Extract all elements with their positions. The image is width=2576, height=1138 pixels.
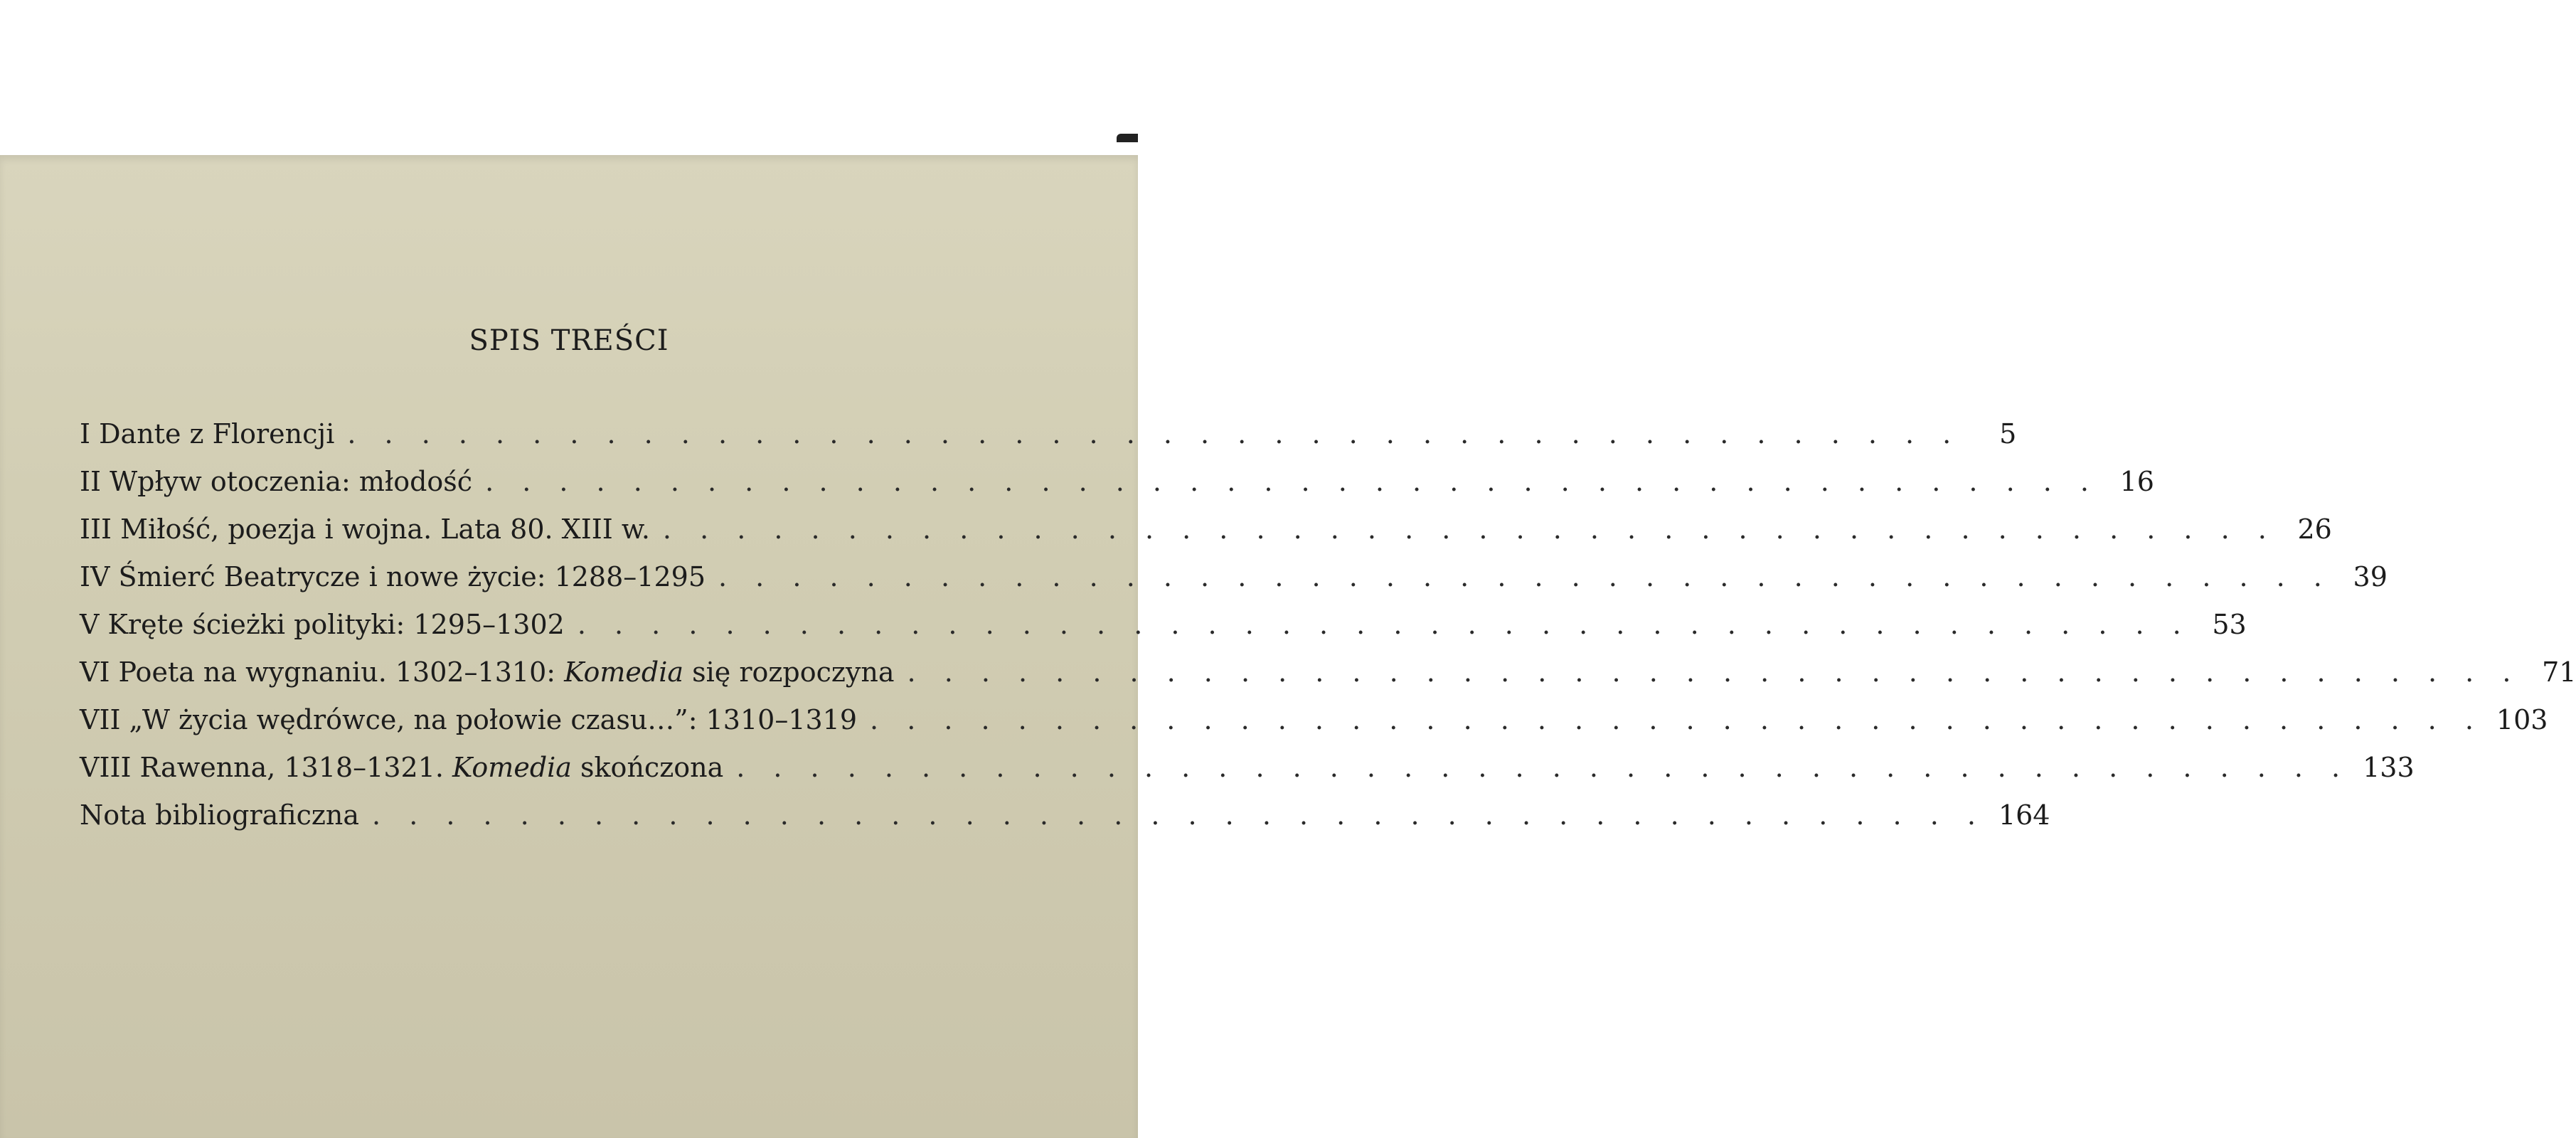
toc-page-number: 53 — [2212, 609, 2247, 640]
toc-leader-dots: . . . . . . . . . . . . . . . . . . . . . . . . . . . . . . . . . . . . . . . . . . . . — [347, 418, 1962, 450]
toc-entry — [80, 704, 2548, 752]
toc-entry — [80, 514, 2332, 561]
toc-entry — [80, 799, 2050, 847]
toc-leader-dots: . . . . . . . . . . . . . . . . . . . . . . . . . . . . . . . . . . . . . . . . . . . . — [736, 752, 2351, 783]
toc-leader-dots: . . . . . . . . . . . . . . . . . . . . . . . . . . . . . . . . . . . . . . . . . . . . — [485, 466, 2099, 497]
toc-leader-dots: . . . . . . . . . . . . . . . . . . . . . . . . . . . . . . . . . . . . . . . . . . . . — [372, 799, 1986, 831]
toc-page-number: 16 — [2119, 466, 2154, 497]
toc-leader-dots: . . . . . . . . . . . . . . . . . . . . . . . . . . . . . . . . . . . . . . . . . . . . — [718, 561, 2332, 592]
toc-page-number: 133 — [2363, 752, 2415, 783]
toc-leader-dots: . . . . . . . . . . . . . . . . . . . . . . . . . . . . . . . . . . . . . . . . . . . . — [870, 704, 2484, 735]
toc-entry — [80, 561, 2388, 609]
toc-entry-title: VI Poeta na wygnaniu. 1302–1310: Komedia się rozpoczyna — [80, 656, 895, 688]
toc-entry-title: Nota bibliograficzna — [80, 799, 360, 831]
toc-page-number: 103 — [2496, 704, 2548, 735]
toc-entry-title: IV Śmierć Beatrycze i nowe życie: 1288–1295 — [80, 561, 706, 592]
table-of-contents — [80, 418, 2576, 847]
toc-entry — [80, 466, 2154, 514]
toc-entry-title: V Kręte ścieżki polityki: 1295–1302 — [80, 609, 565, 640]
toc-page-number: 26 — [2297, 514, 2332, 545]
toc-leader-dots: . . . . . . . . . . . . . . . . . . . . . . . . . . . . . . . . . . . . . . . . . . . . — [662, 514, 2277, 545]
book-cover-edge — [1117, 134, 1138, 142]
toc-entry-title: III Miłość, poezja i wojna. Lata 80. XIII w. — [80, 514, 650, 545]
toc-entry-title: I Dante z Florencji — [80, 418, 335, 450]
toc-leader-dots: . . . . . . . . . . . . . . . . . . . . . . . . . . . . . . . . . . . . . . . . . . . . — [577, 609, 2191, 640]
toc-entry — [80, 609, 2247, 656]
toc-entry-title: VIII Rawenna, 1318–1321. Komedia skończona — [80, 752, 724, 783]
toc-page-number: 5 — [1999, 418, 2017, 450]
toc-title: SPIS TREŚCI — [469, 324, 669, 357]
toc-page-number: 164 — [1998, 799, 2050, 831]
toc-leader-dots: . . . . . . . . . . . . . . . . . . . . . . . . . . . . . . . . . . . . . . . . . . . . — [907, 656, 2521, 688]
toc-page-number: 71 — [2542, 656, 2576, 688]
toc-entry — [80, 752, 2415, 799]
toc-page-number: 39 — [2353, 561, 2388, 592]
toc-entry-title: VII „W życia wędrówce, na połowie czasu…”: 1310–1319 — [80, 704, 858, 735]
toc-entry — [80, 656, 2576, 704]
toc-entry-title: II Wpływ otoczenia: młodość — [80, 466, 473, 497]
toc-entry — [80, 418, 2017, 466]
